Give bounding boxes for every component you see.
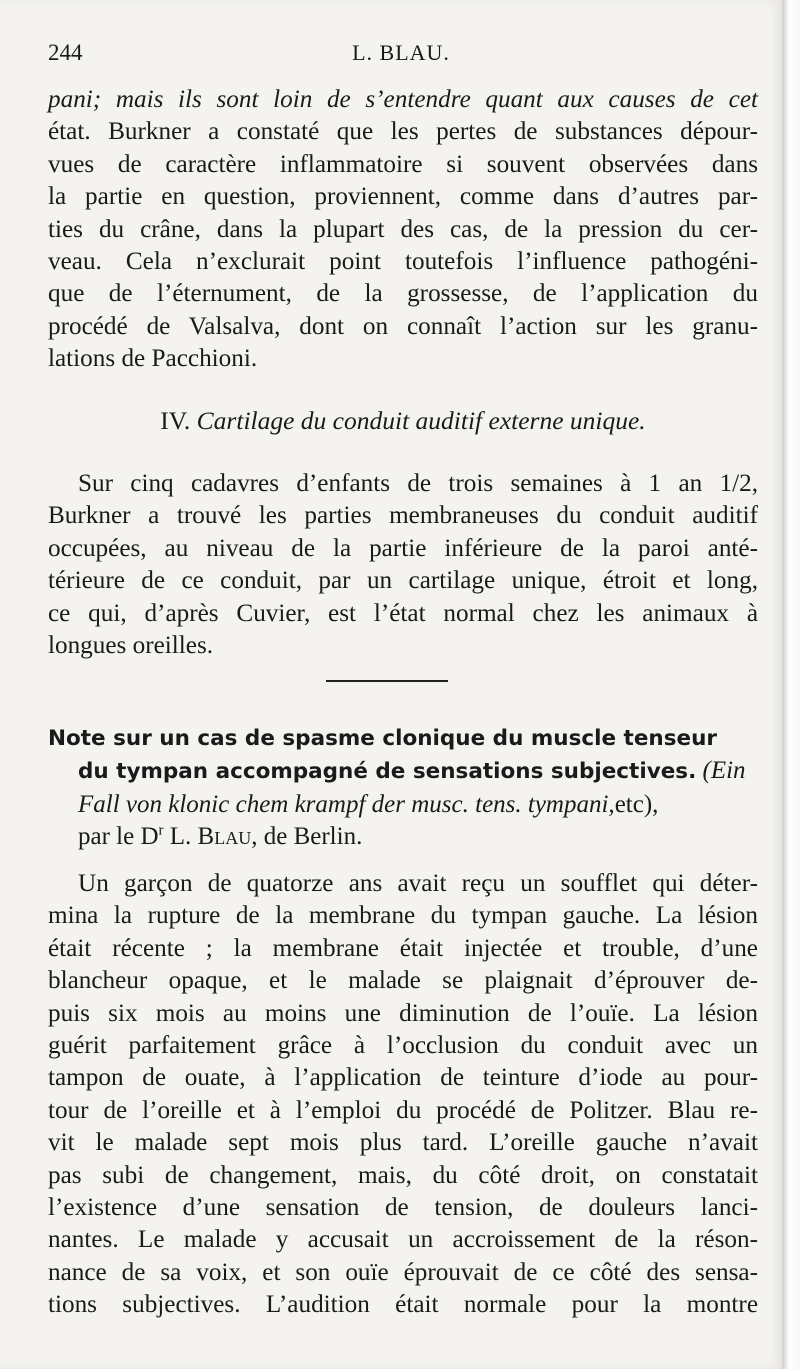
page-edge	[782, 0, 800, 1369]
author-name: L. Blau	[169, 823, 252, 851]
author-sup: r	[158, 822, 164, 839]
text-line: vit le malade sept mois plus tard. L’oreille gauche n’avait	[48, 1129, 758, 1157]
text-line: Sur cinq cadavres d’enfants de trois semaines à 1 an 1/2,	[78, 470, 758, 497]
section-title: Cartilage du conduit auditif externe unique.	[196, 406, 646, 435]
text-line: ce qui, d’après Cuvier, est l’état normal chez les animaux à	[48, 599, 758, 627]
running-head: L. BLAU.	[352, 40, 450, 65]
text-line: puis six mois au moins une diminution de l’ouïe. La lésion	[48, 999, 758, 1027]
text-line: l’existence d’une sensation de tension, de douleurs lanci-	[48, 1194, 758, 1222]
article-author	[48, 821, 758, 853]
text-line: que de l’éternument, de la grossesse, de l’application du	[48, 280, 758, 308]
article-title-original: Fall von klonic chem krampf der musc. tens. tympani,	[78, 790, 615, 818]
text-line: état. Burkner a constaté que les pertes de substances dépour-	[48, 118, 758, 146]
text-line-content: pani; mais ils sont loin de s’entendre quant aux causes de cet	[48, 86, 758, 113]
article-title-original: (Ein	[702, 757, 746, 785]
article-title-bold: du tympan accompagné de sensations subjectives.	[78, 759, 697, 785]
text-line: longues oreilles.	[48, 632, 214, 660]
article-title-etc: etc),	[614, 790, 659, 818]
article-title-line	[48, 789, 758, 821]
paragraph-case	[48, 868, 758, 1322]
article-title-bold: Note sur un cas de spasme clonique du muscle tenseur	[48, 726, 717, 751]
text-line: Un garçon de quatorze ans avait reçu un soufflet qui déter-	[78, 870, 758, 897]
page-number: 244	[48, 40, 83, 65]
text-line: blancheur opaque, et le malade se plaignait d’éprouver de-	[48, 967, 758, 995]
text-line: tour de l’oreille et à l’emploi du procédé de Politzer. Blau re-	[48, 1096, 758, 1124]
paragraph-continued	[48, 84, 758, 376]
text-line: mina la rupture de la membrane du tympan gauche. La lésion	[48, 902, 758, 930]
text-line: lations de Pacchioni.	[48, 345, 258, 373]
paragraph-cartilage	[48, 468, 758, 662]
text-line: pas subi de changement, mais, du côté droit, on constatait	[48, 1161, 758, 1189]
author-prefix: par le D	[78, 823, 159, 851]
article-title-line	[48, 722, 758, 755]
section-number: IV.	[160, 406, 191, 435]
text-line: nantes. Le malade y accusait un accroissement de la réson-	[48, 1226, 758, 1254]
text-line: tampon de ouate, à l’application de teinture d’iode au pour-	[48, 1064, 758, 1092]
text-line: ties du crâne, dans la plupart des cas, de la pression du cer-	[48, 215, 758, 243]
text-line: nance de sa voix, et son ouïe éprouvait de ce côté des sensa-	[48, 1258, 758, 1286]
text-line: vues de caractère inflammatoire si souvent observées dans	[48, 150, 758, 178]
text-line: guérit parfaitement grâce à l’occlusion du conduit avec un	[48, 1032, 758, 1060]
article-title-line	[48, 755, 758, 788]
text-line: occupées, au niveau de la partie inférieure de la paroi anté-	[48, 534, 758, 562]
text-line: tions subjectives. L’audition était normale pour la montre	[48, 1291, 758, 1319]
page-header	[48, 40, 754, 72]
text-line: veau. Cela n’exclurait point toutefois l’influence pathogéni-	[48, 248, 758, 276]
section-divider	[326, 680, 448, 682]
text-line: la partie en question, proviennent, comme dans d’autres par-	[48, 183, 758, 211]
text-line: procédé de Valsalva, dont on connaît l’action sur les granu-	[48, 312, 758, 340]
text-line: était récente ; la membrane était injectée et trouble, d’une	[48, 934, 758, 962]
text-line: térieure de ce conduit, par un cartilage unique, étroit et long,	[48, 567, 758, 595]
author-suffix: , de Berlin.	[251, 823, 363, 851]
text-line: Burkner a trouvé les parties membraneuses du conduit auditif	[48, 502, 758, 530]
article-title	[48, 722, 758, 854]
text-line	[48, 84, 758, 116]
section-heading	[48, 406, 758, 436]
